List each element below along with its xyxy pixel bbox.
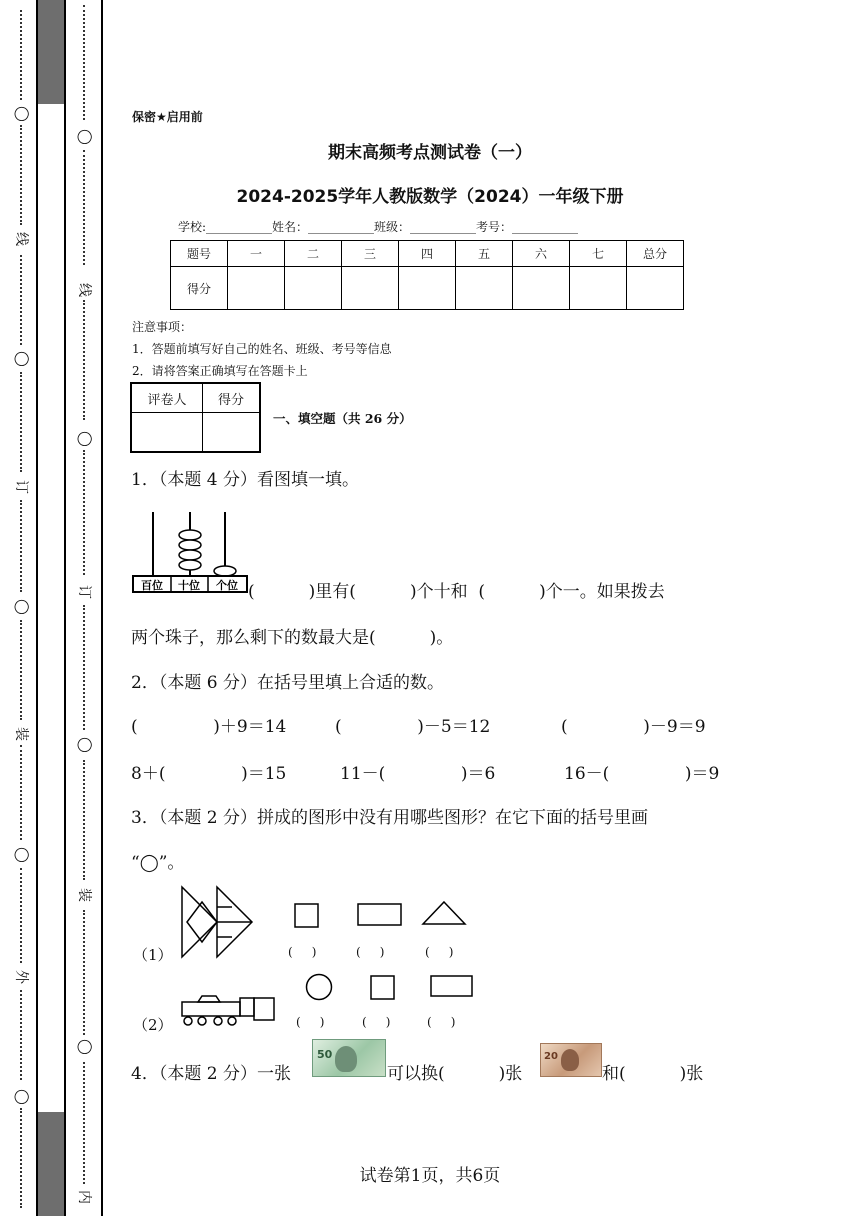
score-cell[interactable] (513, 267, 570, 310)
score-cell[interactable] (342, 267, 399, 310)
question-1-line2: 两个珠子，那么剩下的数最大是( )。 (131, 628, 454, 648)
square-shape (370, 975, 396, 1001)
score-header-cell: 七 (570, 241, 627, 267)
dotted-seal-line (83, 150, 95, 265)
score-cell[interactable] (399, 267, 456, 310)
abacus-image (131, 508, 249, 596)
equation-blank: 8＋( )＝15 (131, 764, 287, 784)
margin-circle: ◯ (76, 431, 93, 447)
margin-circle: ◯ (13, 599, 30, 615)
equation-blank: ( )＋9＝14 (131, 717, 287, 737)
triangle-shape (421, 900, 467, 926)
score-header-cell: 二 (285, 241, 342, 267)
dotted-cut-line (20, 372, 32, 472)
margin-char-ding: 订 (76, 585, 92, 599)
score-header-cell: 四 (399, 241, 456, 267)
question-4-end: 和( )张 (602, 1064, 704, 1084)
banknote-value: 50 (317, 1048, 333, 1061)
notes-heading: 注意事项： (132, 320, 193, 334)
question-3-stem: 3．（本题 2 分）拼成的图形中没有用哪些图形？在它下面的括号里画 (131, 808, 648, 828)
page-footer: 试卷第1页，共6页 (359, 1166, 501, 1186)
confidential-label: 保密★启用前 (132, 110, 203, 124)
margin-circle: ◯ (13, 1089, 30, 1105)
dotted-cut-line (20, 990, 32, 1080)
grader-score-label: 得分 (203, 383, 261, 413)
score-header-cell: 总分 (627, 241, 684, 267)
grader-table (130, 382, 261, 453)
score-header-cell: 题号 (171, 241, 228, 267)
dotted-seal-line (83, 910, 95, 1035)
question-4-mid: 可以换( )张 (387, 1064, 523, 1084)
answer-paren: ( ) (362, 1015, 391, 1029)
answer-paren: ( ) (425, 945, 454, 959)
score-table (170, 240, 684, 310)
exam-subtitle: 2024-2025学年人教版数学（2024）一年级下册 (236, 187, 624, 207)
exam-title: 期末高频考点测试卷（一） (328, 143, 532, 163)
answer-paren: ( ) (288, 945, 317, 959)
grader-reviewer-label: 评卷人 (131, 383, 203, 413)
margin-circle: ◯ (13, 351, 30, 367)
question-1-line1: ( )里有( )个十和 ( )个一。如果拨去 (248, 582, 665, 602)
grader-score-cell[interactable] (203, 413, 261, 453)
score-header-cell: 三 (342, 241, 399, 267)
margin-circle: ◯ (13, 106, 30, 122)
dotted-cut-line (20, 255, 32, 345)
note-item: 1．答题前填写好自己的姓名、班级、考号等信息 (132, 342, 392, 356)
q3-label-2: （2） (133, 1016, 173, 1034)
equation-blank: 16－( )＝9 (564, 764, 720, 784)
answer-paren: ( ) (296, 1015, 325, 1029)
score-cell[interactable] (570, 267, 627, 310)
truck-figure (178, 990, 278, 1030)
q3-label-1: （1） (133, 946, 173, 964)
grader-reviewer-cell[interactable] (131, 413, 203, 453)
dotted-seal-line (83, 5, 95, 120)
margin-char-wai: 外 (13, 970, 29, 984)
equation-blank: ( )－9＝9 (561, 717, 706, 737)
abacus-label-ones: 个位 (216, 579, 238, 592)
dotted-cut-line (20, 620, 32, 720)
dotted-cut-line (20, 10, 32, 100)
equation-blank: ( )－5＝12 (335, 717, 491, 737)
dotted-seal-line (83, 450, 95, 575)
abacus-label-tens: 十位 (178, 579, 200, 592)
score-cell[interactable] (627, 267, 684, 310)
margin-circle: ◯ (13, 847, 30, 863)
banknote-20-image (540, 1043, 602, 1077)
equation-blank: 11－( )＝6 (340, 764, 496, 784)
rectangle-shape (357, 903, 403, 927)
circle-shape (305, 973, 333, 1001)
margin-char-xian: 线 (13, 232, 29, 246)
banknote-50-image (312, 1039, 386, 1077)
dotted-cut-line (20, 500, 32, 592)
margin-char-nei: 内 (76, 1190, 92, 1204)
margin-circle: ◯ (76, 737, 93, 753)
margin-char-xian: 线 (76, 283, 92, 297)
abacus-label-hundreds: 百位 (141, 579, 163, 592)
dotted-seal-line (83, 300, 95, 420)
question-1-stem: 1．（本题 4 分）看图填一填。 (131, 470, 359, 490)
answer-paren: ( ) (427, 1015, 456, 1029)
student-info-line: 学校:___________姓名：___________班级：___________考号：___________ (178, 220, 579, 234)
dotted-cut-line (20, 745, 32, 840)
dotted-cut-line (20, 1108, 32, 1208)
margin-shade-top (37, 0, 64, 104)
dotted-seal-line (83, 605, 95, 730)
margin-circle: ◯ (76, 129, 93, 145)
question-3-stem-cont: “◯”。 (131, 853, 185, 873)
score-cell[interactable] (228, 267, 285, 310)
margin-circle: ◯ (76, 1039, 93, 1055)
dotted-seal-line (83, 760, 95, 880)
margin-char-ding: 订 (13, 480, 29, 494)
square-shape (294, 903, 320, 929)
score-cell[interactable] (285, 267, 342, 310)
score-header-cell: 一 (228, 241, 285, 267)
score-row-label: 得分 (171, 267, 228, 310)
note-item: 2．请将答案正确填写在答题卡上 (132, 364, 308, 378)
score-header-cell: 六 (513, 241, 570, 267)
score-cell[interactable] (456, 267, 513, 310)
margin-char-zhuang: 装 (76, 888, 92, 902)
rectangle-shape (430, 975, 474, 999)
question-2-stem: 2．（本题 6 分）在括号里填上合适的数。 (131, 673, 444, 693)
answer-paren: ( ) (356, 945, 385, 959)
margin-char-zhuang: 装 (13, 727, 29, 741)
section-title: 一、填空题（共 26 分） (273, 411, 412, 426)
banknote-value: 20 (544, 1051, 558, 1062)
fish-tangram-figure (180, 885, 256, 961)
dotted-cut-line (20, 868, 32, 963)
score-header-cell: 五 (456, 241, 513, 267)
question-4-prefix: 4．（本题 2 分）一张 (131, 1064, 291, 1084)
